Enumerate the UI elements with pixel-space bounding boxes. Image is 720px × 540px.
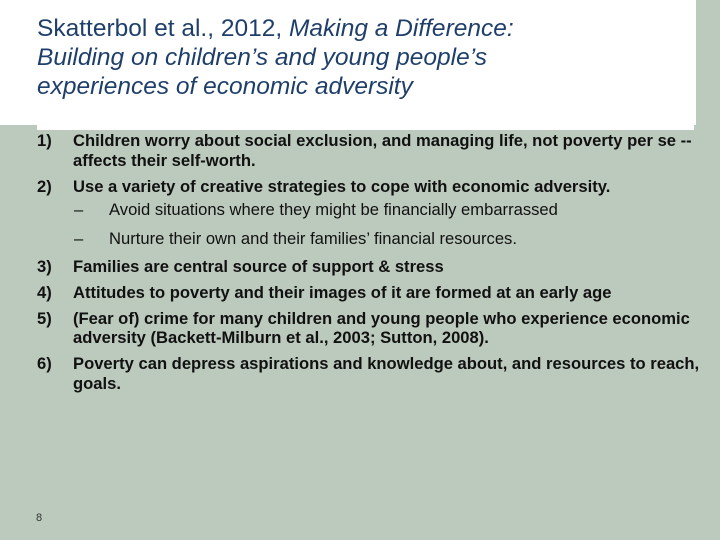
sub-list-item [37, 229, 707, 249]
item-number: 3) [37, 256, 52, 276]
item-number: 1) [37, 131, 52, 150]
title-line3: experiences of economic adversity [37, 73, 413, 100]
item-text: Nurture their own and their families’ financial resources. [109, 229, 517, 249]
item-number: 4) [37, 282, 52, 302]
slide-title [37, 14, 697, 101]
item-text: Attitudes to poverty and their images of it are formed at an early age [73, 282, 612, 302]
item-text: Use a variety of creative strategies to cope with economic adversity. [73, 176, 611, 196]
item-number: 2) [37, 176, 52, 196]
item-text: (Fear of) crime for many children and young people who experience economic adversity (Backett-Milburn et al., 2003; Sutton, 2008). [73, 308, 690, 348]
title-underline [37, 121, 694, 130]
page-number: 8 [36, 512, 43, 524]
dash-marker: – [74, 200, 84, 220]
list-item [37, 309, 707, 349]
title-line2: Building on children’s and young people’s [37, 44, 487, 71]
item-text: Poverty can depress aspirations and knowledge about, and resources to reach, goals. [73, 354, 700, 393]
title-line1: Skatterbol et al., 2012, [37, 15, 289, 42]
item-number: 5) [37, 308, 52, 328]
list-item [37, 257, 707, 277]
item-text: Children worry about social exclusion, and managing life, not poverty per se -- affects their self-worth. [73, 131, 692, 170]
title-line1-italic: Making a Difference: [288, 15, 514, 42]
title-band-edge [696, 0, 720, 125]
dash-marker: – [74, 229, 84, 249]
list-item [37, 177, 707, 197]
item-number: 6) [37, 354, 52, 374]
list-item [37, 131, 707, 171]
sub-list-item [37, 200, 707, 220]
bullet-list [37, 131, 707, 394]
item-text: Families are central source of support & stress [73, 256, 444, 276]
item-text: Avoid situations where they might be financially embarrassed [109, 200, 558, 220]
list-item [37, 283, 707, 303]
list-item [37, 354, 707, 394]
